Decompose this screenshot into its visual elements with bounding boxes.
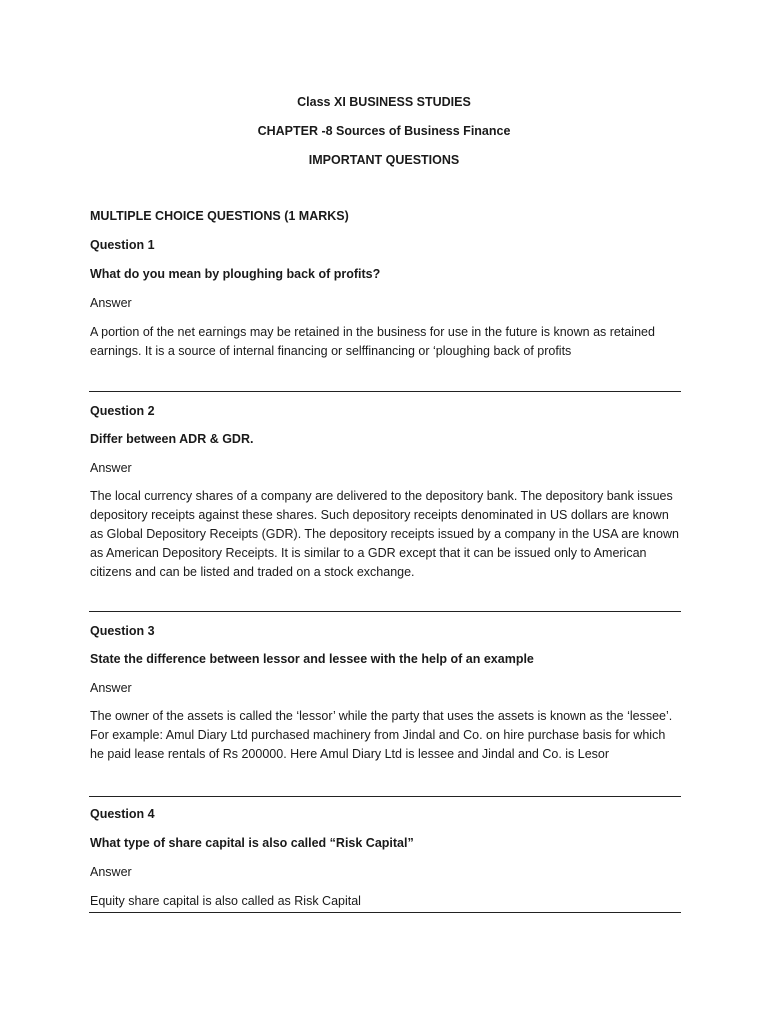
document-title: Class XI BUSINESS STUDIES: [297, 95, 471, 109]
question-4-answer-label: Answer: [90, 865, 132, 879]
question-3-text: State the difference between lessor and lessee with the help of an example: [90, 652, 534, 666]
divider: [89, 912, 681, 913]
important-questions-heading: IMPORTANT QUESTIONS: [308, 153, 460, 167]
divider: [89, 611, 681, 612]
question-2-label: Question 2: [90, 404, 155, 418]
question-3-answer-label: Answer: [90, 681, 132, 695]
question-3-label: Question 3: [90, 624, 155, 638]
question-4-text: What type of share capital is also called “Risk Capital”: [90, 836, 414, 850]
question-4-answer: Equity share capital is also called as Risk Capital: [90, 894, 361, 908]
question-3-answer: The owner of the assets is called the ‘lessor’ while the party that uses the assets is known as the ‘lessee’. For example: Amul Diary Ltd purchased machinery from Jindal and Co. on hire purchase basis for which he paid lease rentals of Rs 200000. Here Amul Diary Ltd is lessee and Jindal and Co. is Lesor: [90, 709, 673, 761]
section-title: MULTIPLE CHOICE QUESTIONS (1 MARKS): [90, 209, 349, 223]
question-1-label: Question 1: [90, 238, 155, 252]
question-1-text: What do you mean by ploughing back of profits?: [90, 267, 381, 281]
question-2-answer: The local currency shares of a company are delivered to the depository bank. The depository bank issues depository receipts against these shares. Such depository receipts denominated in US dollars are known as Global Depository Receipts (GDR). The depository receipts issued by a company in the USA are known as American Depository Receipts. It is similar to a GDR except that it can be issued only to American citizens and can be listed and traded on a stock exchange.: [90, 489, 679, 579]
divider: [89, 796, 681, 797]
question-1-answer: A portion of the net earnings may be retained in the business for use in the future is known as retained earnings. It is a source of internal financing or selffinancing or ‘ploughing back of profits: [90, 325, 655, 358]
chapter-title: CHAPTER -8 Sources of Business Finance: [257, 124, 511, 138]
question-2-text: Differ between ADR & GDR.: [90, 432, 254, 446]
question-4-label: Question 4: [90, 807, 155, 821]
question-2-answer-label: Answer: [90, 461, 132, 475]
divider: [89, 391, 681, 392]
question-1-answer-label: Answer: [90, 296, 132, 310]
